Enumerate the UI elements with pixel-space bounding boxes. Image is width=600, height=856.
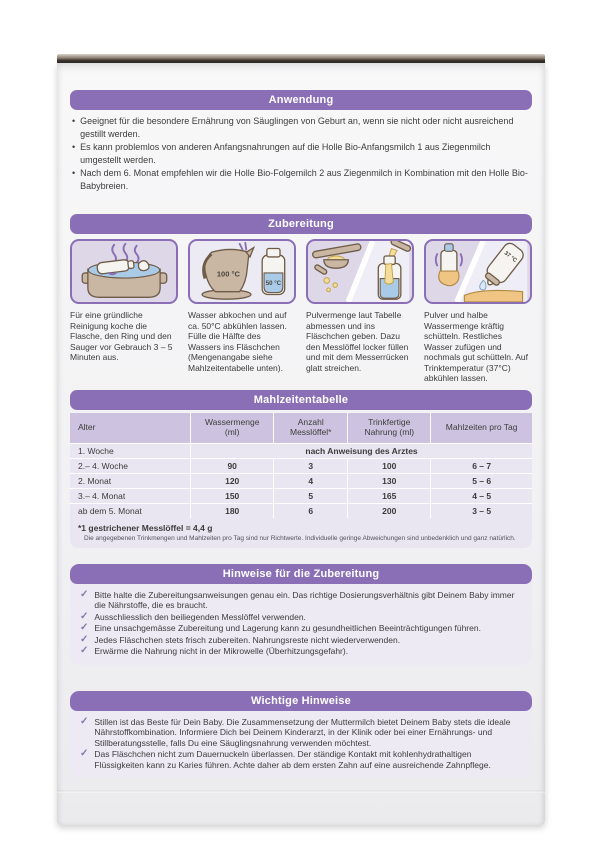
note-item — [80, 749, 522, 770]
column-header-trinkfertig: Trinkfertige Nahrung (ml) — [347, 413, 430, 443]
box-crease — [57, 790, 545, 793]
bullet-text: Nach dem 6. Monat empfehlen wir die Holle Bio-Folgemilch 2 aus Ziegenmilch in Kombination mit den Holle Bio-Babybreien. — [80, 168, 528, 191]
meals-cell: 6 – 7 — [430, 459, 532, 473]
hinweise-zubereitung-list — [70, 584, 532, 665]
zubereitung-step-captions — [70, 310, 532, 384]
note-item — [80, 646, 522, 657]
section-mahlzeitentabelle — [70, 390, 532, 548]
column-header-alter: Alter — [78, 421, 96, 432]
check-icon: ✓ — [80, 622, 89, 633]
ready-cell: 165 — [347, 489, 430, 503]
mahlzeitentabelle-title: Mahlzeitentabelle — [70, 390, 532, 410]
age-cell: 3.– 4. Monat — [78, 490, 126, 501]
column-header-wassermenge: Wassermenge (ml) — [190, 413, 273, 443]
table-row — [70, 458, 532, 473]
bullet-text: Geeignet für die besondere Ernährung von Säuglingen von Geburt an, wenn sie nicht oder nicht ausreichend gestillt werden. — [80, 116, 514, 139]
bullet-item — [72, 141, 530, 167]
kettle-temp-label: 100 °C — [216, 269, 240, 279]
water-cell: 180 — [190, 504, 273, 518]
bottle-temp-label: 50 °C — [265, 280, 282, 288]
column-header-messloeffel: Anzahl Messlöffel* — [273, 413, 347, 443]
note-item — [80, 590, 522, 611]
scoops-cell: 5 — [273, 489, 347, 503]
ready-cell: 100 — [347, 459, 430, 473]
water-cell: 120 — [190, 474, 273, 488]
note-item — [80, 717, 522, 749]
note-text: Erwärme die Nahrung nicht in der Mikrowelle (Überhitzungsgefahr). — [94, 646, 349, 656]
packaging-back-panel — [57, 63, 545, 825]
bullet-dot-icon: • — [72, 168, 76, 178]
note-text: Jedes Fläschchen stets frisch zubereiten. Nahrungsreste nicht wiederverwenden. — [94, 634, 401, 645]
step-caption: Pulver und halbe Wassermenge kräftig schütteln. Restliches Wasser zufügen und nochmals gut schütteln. Auf Trinktemperatur (37°C) abkühlen lassen. — [424, 310, 528, 383]
step-caption: Für eine gründliche Reinigung koche die Flasche, den Ring und den Sauger vor Gebrauch 3 – 5 Minuten aus. — [70, 310, 173, 362]
ready-cell: 200 — [347, 504, 430, 518]
scoops-cell: 6 — [273, 504, 347, 518]
boil-bottle-in-pot-icon — [70, 239, 178, 304]
table-row — [70, 488, 532, 503]
age-cell: 2. Monat — [78, 475, 112, 486]
wichtige-hinweise-title: Wichtige Hinweise — [70, 691, 532, 711]
wichtige-hinweise-list — [70, 711, 532, 779]
note-text: Eine unsachgemässe Zubereitung und Lagerung kann zu gesundheitlichen Beeinträchtigungen führen. — [94, 623, 481, 633]
age-cell: 1. Woche — [78, 445, 114, 456]
drink-temp-label: 37 °C — [502, 250, 518, 264]
age-cell: ab dem 5. Monat — [78, 505, 142, 516]
age-cell: 2.– 4. Woche — [78, 460, 128, 471]
check-icon: ✓ — [80, 715, 89, 727]
anwendung-title: Anwendung — [70, 90, 532, 110]
check-icon: ✓ — [80, 610, 89, 622]
note-item — [80, 612, 522, 623]
note-text: Ausschliesslich den beiliegenden Messlöffel verwenden. — [94, 611, 306, 622]
bullet-item — [72, 167, 530, 193]
note-text: Bitte halte die Zubereitungsanweisungen genau ein. Das richtige Dosierungsverhältnis gibt Deinem Baby immer die Nährstoffe, die es braucht. — [94, 589, 515, 610]
bullet-dot-icon: • — [72, 116, 76, 126]
check-icon: ✓ — [80, 645, 89, 656]
check-icon: ✓ — [80, 748, 89, 759]
kettle-and-bottle-icon — [188, 239, 296, 304]
bullet-item — [72, 115, 530, 141]
scoops-cell: 4 — [273, 474, 347, 488]
anwendung-bullet-list — [70, 115, 532, 193]
step-caption: Pulvermenge laut Tabelle abmessen und ins Fläschchen geben. Dazu den Messlöffel locker füllen und mit dem Messerrücken glatt streichen. — [306, 310, 409, 373]
table-row-week1 — [70, 443, 532, 458]
section-zubereitung — [70, 214, 532, 384]
meal-table — [70, 413, 532, 548]
table-row — [70, 503, 532, 518]
shake-bottle-check-temperature-icon — [424, 239, 532, 304]
measure-powder-into-bottle-icon — [306, 239, 414, 304]
bullet-text: Es kann problemlos von anderen Anfangsnahrungen auf die Holle Bio-Anfangsmilch 1 aus Ziegenmilch umgestellt werden. — [80, 142, 491, 165]
ready-cell: 130 — [347, 474, 430, 488]
meal-table-header-row — [70, 413, 532, 443]
section-hinweise-zubereitung — [70, 564, 532, 665]
zubereitung-title: Zubereitung — [70, 214, 532, 234]
note-item — [80, 635, 522, 646]
meals-cell: 3 – 5 — [430, 504, 532, 518]
meals-cell: 5 – 6 — [430, 474, 532, 488]
zubereitung-step-panels — [70, 239, 532, 304]
check-icon: ✓ — [80, 633, 89, 645]
check-icon: ✓ — [80, 588, 89, 600]
column-header-mahlzeiten: Mahlzeiten pro Tag — [430, 413, 532, 443]
note-text: Das Fläschchen nicht zum Dauernuckeln überlassen. Der ständige Kontakt mit kohlenhydrathaltigen Flüssigkeiten kann zu Karies führen. Achte daher ab dem ersten Zahn auf eine ausreichende Zahnpflege. — [94, 749, 491, 770]
hinweise-zubereitung-title: Hinweise für die Zubereitung — [70, 564, 532, 584]
water-cell: 150 — [190, 489, 273, 503]
table-row — [70, 473, 532, 488]
scoop-weight-footnote: *1 gestrichener Messlöffel = 4,4 g — [78, 522, 213, 533]
note-item — [80, 623, 522, 634]
doctor-instruction-note: nach Anweisung des Arztes — [190, 444, 532, 458]
scoops-cell: 3 — [273, 459, 347, 473]
water-cell: 90 — [190, 459, 273, 473]
box-top-edge — [57, 54, 545, 63]
section-wichtige-hinweise — [70, 691, 532, 779]
note-text: Stillen ist das Beste für Dein Baby. Die Zusammensetzung der Muttermilch bietet Deinem Baby stets die ideale Nährstoffkombination. Informiere Dich bei Deinem Kinderarzt, in der Klinik oder bei einer Ernährungs- und Stillberatungsstelle, falls Du eine Säuglingsnahrung verwenden möchtest. — [94, 716, 511, 748]
section-anwendung — [70, 90, 532, 193]
meals-cell: 4 – 5 — [430, 489, 532, 503]
step-caption: Wasser abkochen und auf ca. 50°C abkühlen lassen. Fülle die Hälfte des Wassers ins Fläschchen (Mengenangabe siehe Mahlzeitentabelle unten). — [188, 310, 287, 373]
bullet-dot-icon: • — [72, 142, 76, 152]
table-fine-print: Die angegebenen Trinkmengen und Mahlzeiten pro Tag sind nur Richtwerte. Individuelle geringe Abweichungen sind unbedenklich und ganz natürlich. — [84, 534, 516, 542]
